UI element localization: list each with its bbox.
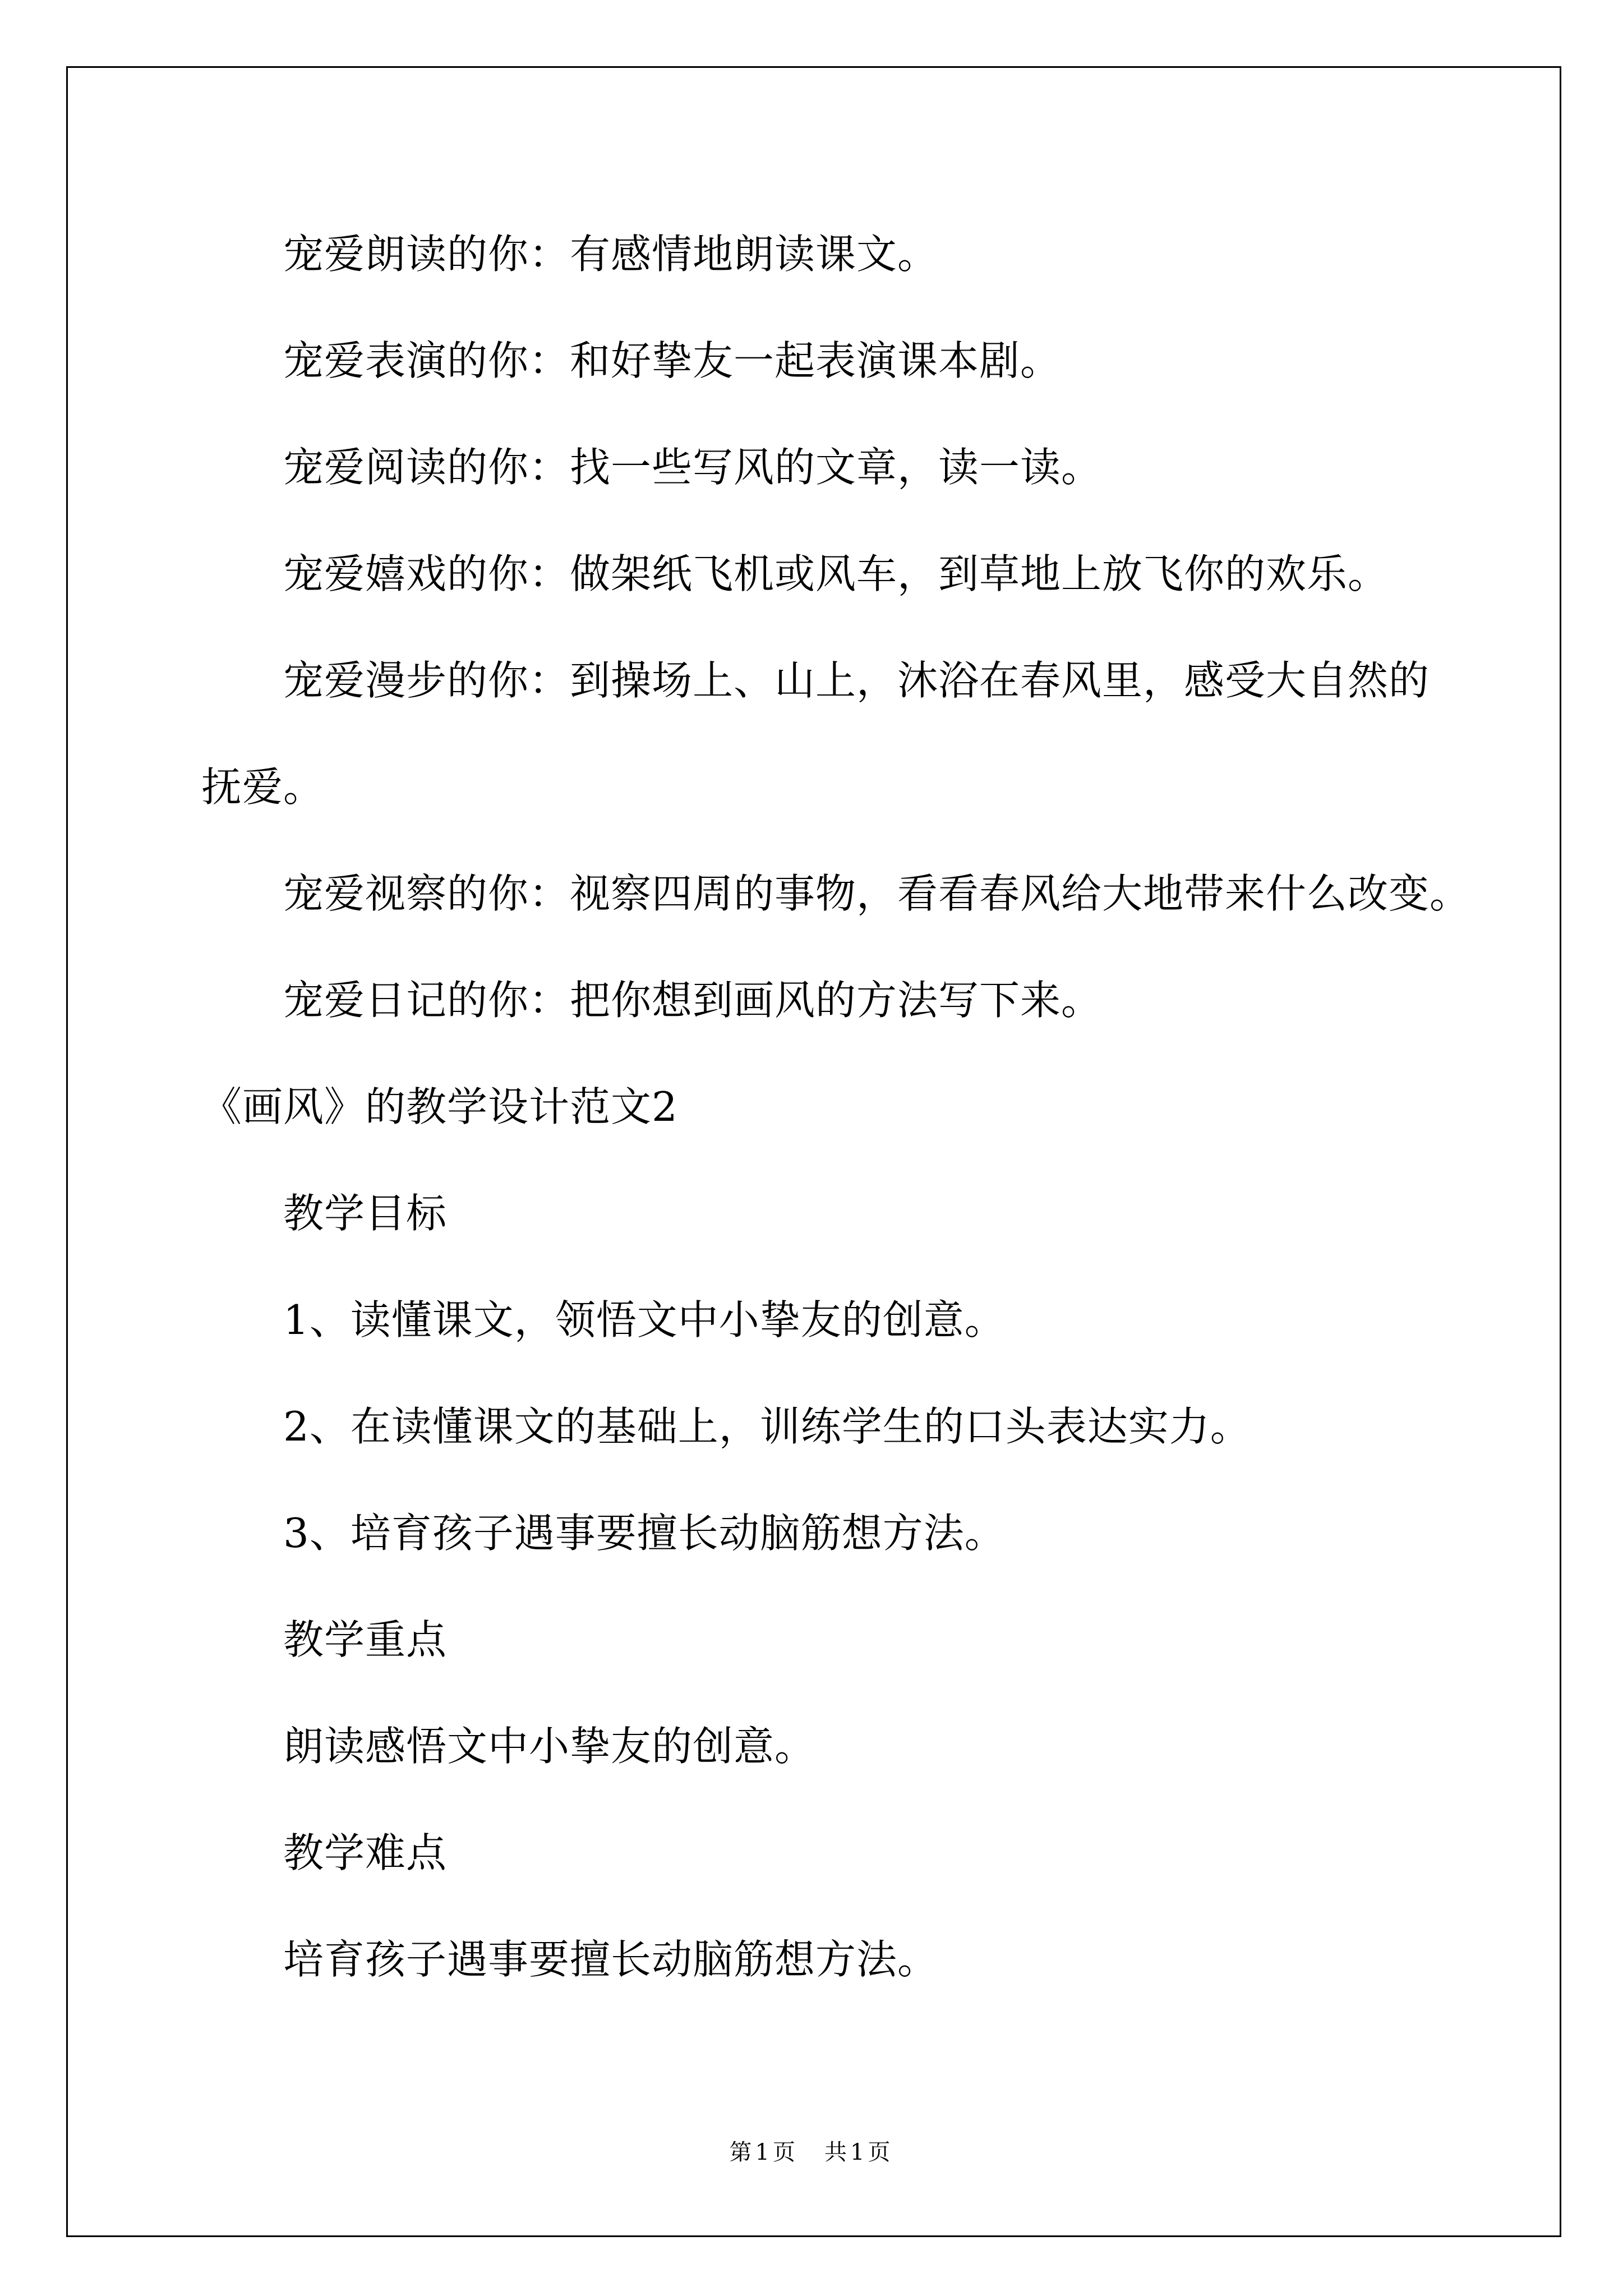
objective-item: 1、读懂课文，领悟文中小挚友的创意。 <box>283 1296 1006 1343</box>
document-body <box>201 201 1536 2013</box>
objective-item: 3、培育孩子遇事要擅长动脑筋想方法。 <box>283 1510 1006 1557</box>
paragraph-line-continuation: 抚爱。 <box>201 763 325 811</box>
difficulty-text: 培育孩子遇事要擅长动脑筋想方法。 <box>283 1936 939 1983</box>
paragraph-line: 宠爱漫步的你：到操场上、山上，沐浴在春风里，感受大自然的 <box>283 657 1430 704</box>
paragraph-line: 宠爱视察的你：视察四周的事物，看看春风给大地带来什么改变。 <box>283 870 1471 917</box>
key-point-text: 朗读感悟文中小挚友的创意。 <box>283 1723 816 1770</box>
page-footer: 第1页 共1页 <box>729 2139 894 2165</box>
paragraph-line: 宠爱日记的你：把你想到画风的方法写下来。 <box>283 977 1103 1024</box>
objective-item: 2、在读懂课文的基础上，训练学生的口头表达实力。 <box>283 1403 1251 1450</box>
key-point-heading: 教学重点 <box>283 1616 448 1663</box>
paragraph-line: 宠爱嬉戏的你：做架纸飞机或风车，到草地上放飞你的欢乐。 <box>283 550 1389 597</box>
paragraph-line: 宠爱阅读的你：找一些写风的文章，读一读。 <box>283 444 1103 491</box>
paragraph-line: 宠爱表演的你：和好挚友一起表演课本剧。 <box>283 337 1062 384</box>
paragraph-line: 宠爱朗读的你：有感情地朗读课文。 <box>283 231 939 278</box>
section-title: 《画风》的教学设计范文2 <box>201 1083 678 1130</box>
difficulty-heading: 教学难点 <box>283 1829 448 1876</box>
objectives-heading: 教学目标 <box>283 1190 448 1237</box>
